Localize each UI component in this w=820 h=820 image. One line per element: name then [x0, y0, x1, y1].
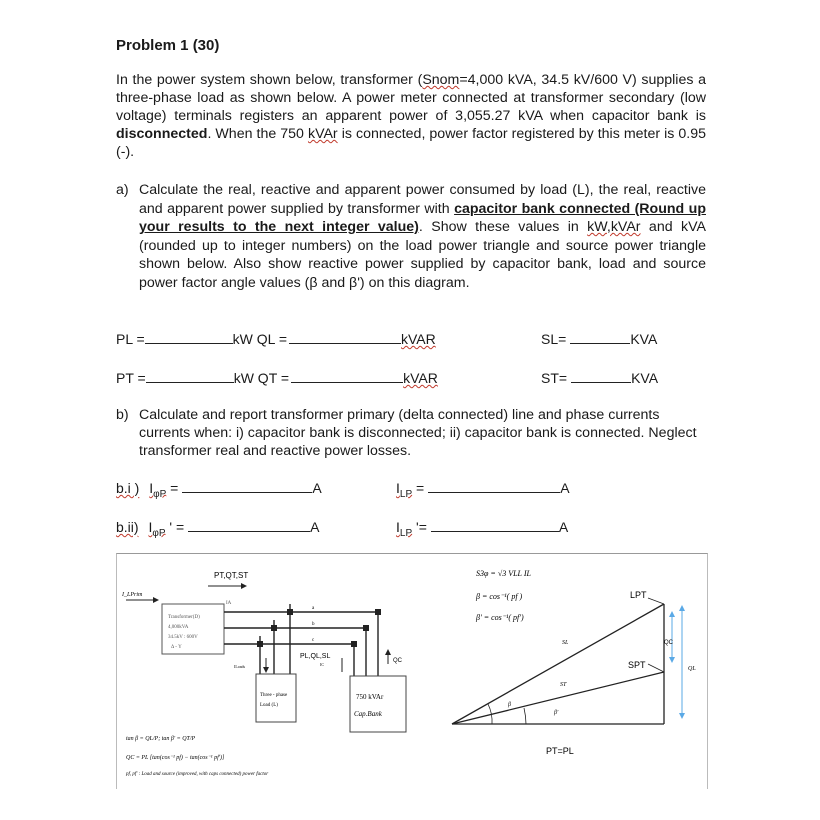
- iphip2-blank[interactable]: [188, 519, 310, 532]
- xfmr-line1: Transformer(D): [168, 615, 200, 620]
- part-a-label: a): [116, 182, 129, 198]
- disconnected-bold: disconnected: [116, 126, 208, 142]
- qc-label: QC: [664, 640, 673, 646]
- beta2-label: β': [554, 710, 559, 716]
- intro-text-3: . When the 750: [207, 126, 308, 142]
- intro-paragraph: [116, 71, 706, 161]
- xfmr-line3: 34.5kV : 600V: [168, 635, 198, 640]
- svg-text:b: b: [312, 622, 315, 627]
- cap-line2: Cap.Bank: [354, 710, 382, 718]
- cap-box: [350, 676, 406, 732]
- part-a-text: Calculate the real, reactive and apparent power consumed by load (L), the real, reactive and apparent power supplied by transformer with capacitor bank connected (Round up your results to the next integer value). Show these values in kW,kVAr and kVA (rounded up to integer numbers) on the load power triangle and source power triangle shown below. Also show reactive power supplied by capacitor bank, load and source power factor angle values (β and β') on this diagram.: [139, 182, 706, 291]
- load-box: [256, 674, 296, 722]
- ic-label: IC: [320, 662, 324, 667]
- row-sl: SL= KVA: [541, 331, 658, 347]
- xfmr-line2: 4,000kVA: [168, 625, 189, 630]
- cap-line1: 750 kVAr: [356, 693, 384, 701]
- lpt-label: LPT: [630, 590, 647, 600]
- load-line1: Three - phase: [260, 693, 288, 698]
- iphip-blank[interactable]: [182, 480, 312, 493]
- units-wavy: kW,kVAr: [587, 219, 641, 235]
- snom-label: Snom: [422, 72, 460, 88]
- ql-blank[interactable]: [289, 331, 401, 344]
- part-b-text: Calculate and report transformer primary (delta connected) line and phase currents currents when: i) capacitor bank is disconnected; ii) capacitor bank is connected. Neglect transformer real and reactive power losses.: [139, 407, 697, 459]
- row-pl: PL = kW QL = kVAR: [116, 331, 436, 347]
- sl-blank[interactable]: [570, 331, 630, 344]
- formula-tan: tan β = QL/P; tan β' = QT/P: [126, 736, 196, 742]
- power-system-diagram: [116, 554, 706, 788]
- pt-pl-label: PT=PL: [546, 746, 574, 756]
- ilp2-blank[interactable]: [431, 519, 559, 532]
- intro-text-1: In the power system shown below, transformer (: [116, 72, 423, 88]
- eq-s3phi: S3φ = √3 VLL IL: [476, 569, 531, 578]
- beta-label: β: [508, 702, 511, 708]
- formula-pf: pf, pf' : Load and source (improved, with caps connected) power factor: [126, 772, 269, 777]
- sl-label: SL: [562, 640, 569, 646]
- ql-label: QL: [688, 666, 696, 672]
- pl-ql-sl-label: PL,QL,SL: [300, 653, 331, 660]
- st-label: ST: [560, 682, 567, 688]
- intro-text-2: =4,000 kVA, 34.5 kV/600 V) supplies a three-phase load as shown below. A power meter connected at transformer secondary (low voltage) terminals registers an apparent power of 3,055.27 kVA when capacitor bank is: [116, 72, 706, 124]
- pt-qt-st-label: PT,QT,ST: [214, 571, 249, 580]
- spt-label: SPT: [628, 660, 646, 670]
- qc-arrow-label: QC: [393, 658, 402, 664]
- eq-beta: β = cos⁻¹( pf ): [476, 592, 523, 601]
- svg-text:a: a: [312, 606, 315, 611]
- row-bi-line: $I_{LP} = A$: [396, 480, 570, 500]
- problem-title: Problem 1 (30): [116, 37, 220, 54]
- i-lprim-label: I_LPrim: [122, 592, 143, 598]
- load-line2: Load (L): [260, 703, 278, 708]
- formula-qc: QC = PL [tan(cos⁻¹ pf) − tan(cos⁻¹ pf')]: [126, 755, 225, 761]
- st-blank[interactable]: [571, 370, 631, 383]
- row-st: ST= KVA: [541, 370, 659, 386]
- st-hyp: [452, 672, 664, 724]
- row-pt: PT = kW QT = kVAR: [116, 370, 438, 386]
- kvar-unit: kVAr: [307, 126, 338, 142]
- part-a-bold: capacitor bank connected (Round up your results to the next integer value): [139, 200, 706, 235]
- qt-blank[interactable]: [291, 370, 403, 383]
- intro-text-4: is connected, power factor registered by this meter is 0.95 (-).: [116, 126, 706, 160]
- pl-blank[interactable]: [145, 331, 233, 344]
- row-bii-line: $I_{LP}$ '= A: [396, 519, 569, 539]
- ia-label: IA: [226, 601, 232, 606]
- svg-text:c: c: [312, 638, 315, 643]
- ilp-blank[interactable]: [428, 480, 560, 493]
- xfmr-line4: Δ - Y: [171, 645, 182, 650]
- eq-beta2: β' = cos⁻¹( pf'): [476, 613, 524, 622]
- iload-label: ILoads: [234, 664, 246, 669]
- pt-blank[interactable]: [146, 370, 234, 383]
- row-bii: b.ii) $I_{\varphi P}$ ' = A: [116, 519, 320, 539]
- row-bi: b.i ) $I_{\varphi P} = A$: [116, 480, 322, 500]
